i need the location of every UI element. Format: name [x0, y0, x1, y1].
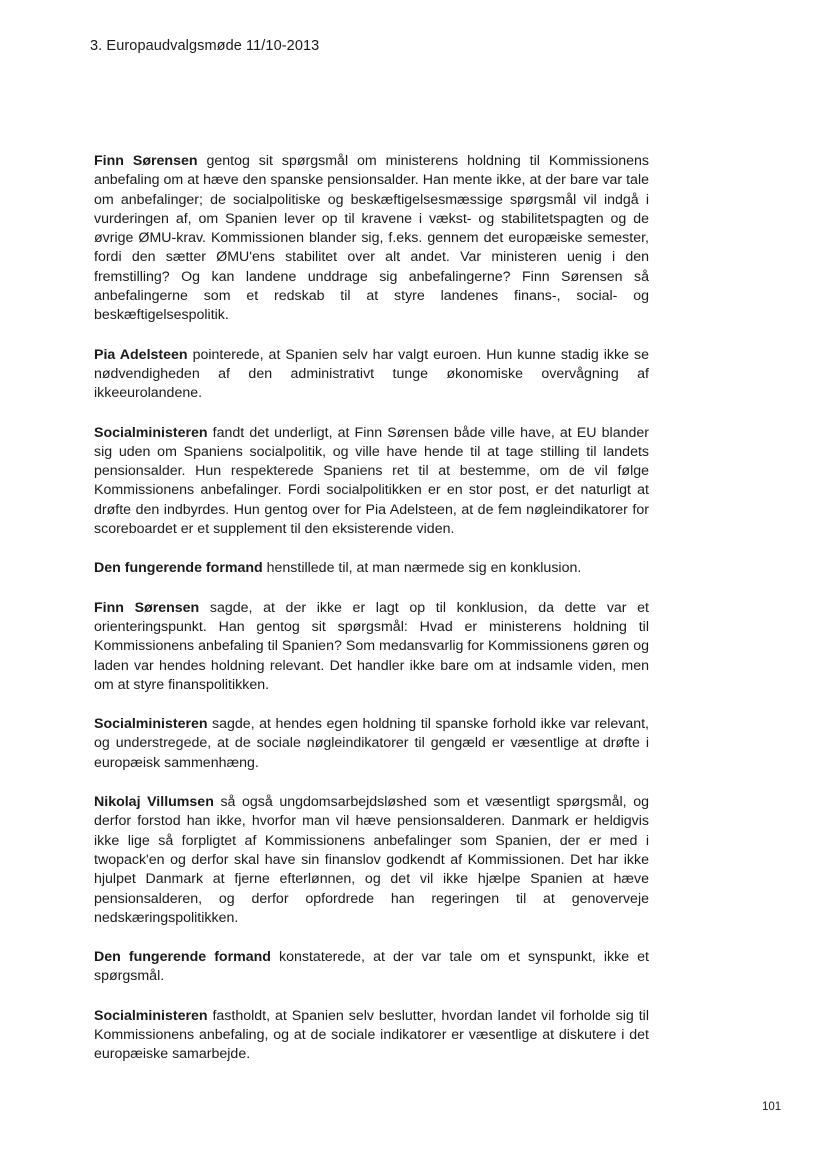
paragraph-text: så også ungdomsarbejdsløshed som et væsentligt spørgsmål, og derfor forstod han ikke, hvorfor man vil hæve pensionsalderen. Danmark er heldigvis ikke lige så forpligtet af Kommissionens anbefalinger som Spanien, der er med i twopack'en og derfor skal have sin finanslov godkendt af Kommissionen. Det har ikke hjulpet Danmark at fjerne efterlønnen, og det vil ikke hjælpe Spanien at hæve pensionsalderen, og derfor opfordrede han regeringen til at genoverveje nedskæringspolitikken. — [94, 794, 649, 926]
paragraph — [94, 424, 649, 540]
paragraph-text: henstillede til, at man nærmede sig en konklusion. — [262, 560, 582, 577]
speaker-name: Socialministeren — [94, 424, 208, 441]
paragraph-text: gentog sit spørgsmål om ministerens holdning til Kommissionens anbefaling om at hæve den spanske pensionsalder. Han mente ikke, at der bare var tale om anbefalinger; de socialpolitiske og beskæftigelsesmæssige spørgsmål vil indgå i vurderingen af, om Spanien lever op til kravene i vækst- og stabilitetspagten og de øvrige ØMU-krav. Kommissionen blander sig, f.eks. gennem det europæiske semester, fordi den sætter ØMU'ens stabilitet over alt andet. Var ministeren uenig i den fremstilling? Og kan landene unddrage sig anbefalingerne? Finn Sørensen så anbefalingerne som et redskab til at styre landenes finans-, social- og beskæftigelsespolitik. — [94, 153, 649, 324]
paragraph — [94, 715, 649, 773]
speaker-name: Den fungerende formand — [94, 560, 263, 577]
paragraph-text: sagde, at hendes egen holdning til spanske forhold ikke var relevant, og understregede, at de sociale nøgleindikatorer til gengæld er væsentlige at drøfte i europæisk sammenhæng. — [94, 716, 649, 771]
paragraph — [94, 559, 649, 578]
paragraph — [94, 346, 649, 404]
speaker-name: Finn Sørensen — [94, 599, 200, 616]
paragraph — [94, 152, 649, 326]
speaker-name: Den fungerende formand — [94, 949, 271, 966]
speaker-name: Finn Sørensen — [94, 153, 198, 169]
paragraph-text: sagde, at der ikke er lagt op til konklusion, da dette var et orienteringspunkt. Han gentog sit spørgsmål: Hvad er ministerens holdning til Kommissionens anbefaling til Spanien? Som medansvarlig for Kommissionens gøren og laden var hendes holdning relevant. Det handler ikke bare om at indsamle viden, men om at styre finanspolitikken. — [94, 599, 649, 693]
paragraph — [94, 1007, 649, 1065]
paragraph — [94, 793, 649, 928]
paragraph — [94, 599, 649, 695]
speaker-name: Nikolaj Villumsen — [94, 794, 214, 811]
page-number: 101 — [762, 1101, 782, 1113]
document-body — [94, 152, 649, 1085]
speaker-name: Socialministeren — [94, 716, 208, 733]
page-header: 3. Europaudvalgsmøde 11/10-2013 — [90, 38, 320, 54]
speaker-name: Socialministeren — [94, 1007, 208, 1024]
paragraph — [94, 948, 649, 987]
speaker-name: Pia Adelsteen — [94, 346, 188, 363]
paragraph-text: fandt det underligt, at Finn Sørensen både ville have, at EU blander sig uden om Spaniens socialpolitik, og ville have hende til at tage stilling til landets pensionsalder. Hun respekterede Spaniens ret til at bestemme, om de vil følge Kommissionens anbefalinger. Fordi socialpolitikken er en stor post, er det naturligt at drøfte den indbyrdes. Hun gentog over for Pia Adelsteen, at de fem nøgleindikatorer for scoreboardet er et supplement til den eksisterende viden. — [94, 424, 649, 538]
paragraph-text: konstaterede, at der var tale om et synspunkt, ikke et spørgsmål. — [94, 949, 649, 985]
paragraph-text: pointerede, at Spanien selv har valgt euroen. Hun kunne stadig ikke se nødvendigheden af den administrativt tunge økonomiske overvågning af ikkeeurolandene. — [94, 346, 649, 402]
paragraph-text: fastholdt, at Spanien selv beslutter, hvordan landet vil forholde sig til Kommissionens anbefaling, og at de sociale indikatorer er væsentlige at diskutere i det europæiske samarbejde. — [94, 1007, 649, 1063]
